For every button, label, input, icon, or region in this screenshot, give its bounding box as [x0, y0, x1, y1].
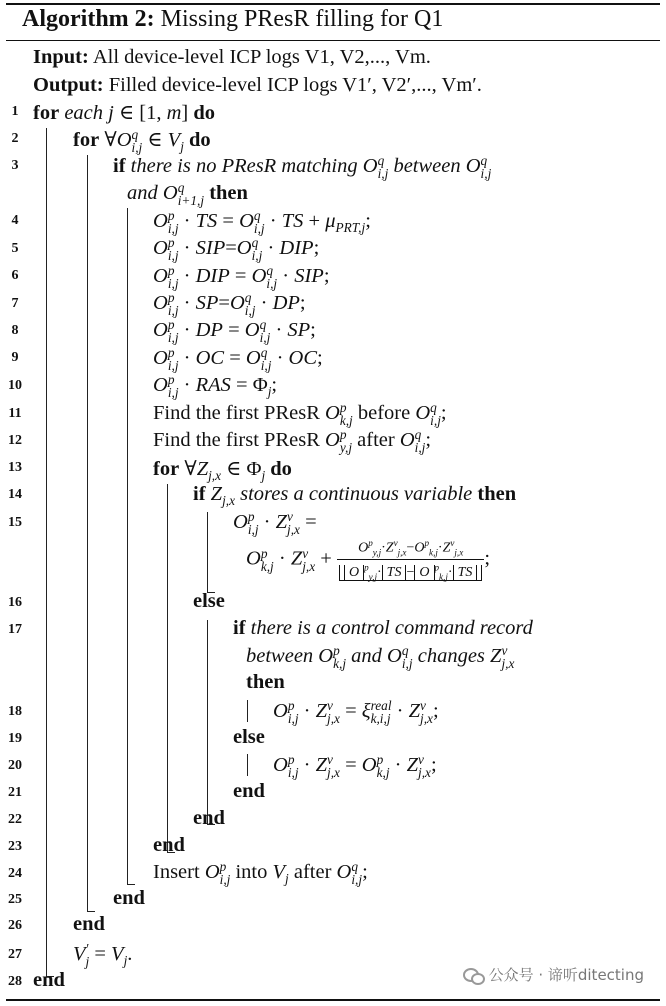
line-11: Find the first PResR O p k,j before O q i,j ; [153, 400, 447, 429]
line-23 [153, 834, 185, 857]
bottom-rule [6, 999, 660, 1001]
text: Find the first PResR [153, 429, 320, 452]
line-6: O p i,j · DIP = O q i,j · SIP; [153, 263, 330, 292]
line-number: 15 [8, 515, 22, 530]
text: after [293, 861, 332, 884]
indent-bar-else2 [247, 754, 248, 776]
output-label: Output: [33, 74, 104, 96]
indent-tick [87, 911, 95, 912]
line-10: O p i,j · RAS = $\Phi_j$; [153, 372, 278, 401]
line-number: 16 [8, 595, 22, 610]
line-25 [113, 887, 145, 910]
line-7: O p i,j · SP=O q i,j · DP; [153, 290, 306, 319]
line-24: Insert O p i,j into $V_j$ after O q i,j ; [153, 859, 368, 888]
keyword: if [113, 155, 126, 178]
keyword: do [189, 129, 211, 151]
line-8: O p i,j · DP = O q i,j · SP; [153, 317, 316, 346]
keyword: do [193, 102, 216, 124]
text: after [357, 429, 395, 452]
line-number: 17 [8, 622, 22, 637]
line-number: 24 [8, 866, 22, 881]
keyword: end [153, 834, 185, 856]
keyword: end [33, 969, 65, 991]
output-line [33, 74, 482, 97]
line-14: if $Z_{j,x}$ stores a continuous variable then [193, 483, 517, 509]
line-3: if there is no PResR matching O q i,j between O q i,j [113, 153, 492, 182]
line-number: 28 [8, 974, 22, 989]
text: and [351, 645, 382, 668]
line-number: 25 [8, 892, 22, 907]
keyword: if [193, 483, 206, 505]
indent-bar-if-cont [207, 512, 208, 592]
indent-bar-for-j [46, 128, 47, 976]
line-number: 26 [8, 918, 22, 933]
keyword: then [477, 483, 517, 505]
keyword: for [73, 129, 100, 151]
line-number: 4 [11, 213, 19, 228]
indent-bar-else [207, 620, 208, 824]
indent-bar-for-z [167, 484, 168, 852]
text: changes [417, 645, 485, 668]
line-17 [233, 617, 533, 640]
keyword: then [209, 182, 248, 205]
keyword: end [233, 780, 265, 802]
keyword: end [73, 913, 105, 935]
text: between [246, 645, 314, 668]
line-12: Find the first PResR O p y,j after O q i,j ; [153, 427, 432, 456]
indent-tick [127, 884, 135, 885]
line-19 [233, 726, 265, 749]
text: Find the first PResR [153, 402, 320, 425]
line-number: 12 [8, 433, 22, 448]
line-13: for $\forall Z_{j,x}$ ∈ $\Phi_j$ do [153, 458, 292, 484]
keyword: if [233, 617, 246, 639]
line-number: 19 [8, 731, 22, 746]
line-number: 13 [8, 460, 22, 475]
keyword: end [193, 807, 225, 829]
line-5: O p i,j · SIP=O q i,j · DIP; [153, 235, 320, 264]
line-9: O p i,j · OC = O q i,j · OC; [153, 345, 323, 374]
indent-bar-for-o [87, 155, 88, 912]
text: into [235, 861, 268, 884]
algorithm-label: Algorithm 2: [22, 6, 155, 32]
input-label: Input: [33, 46, 89, 68]
line-number: 1 [11, 104, 19, 119]
line-20: O p i,j · Z v j,x = O p k,j · Z v j,x ; [273, 752, 437, 781]
watermark [463, 964, 644, 985]
algorithm-title [22, 6, 443, 33]
line-2: for ∀O q i,j ∈ $V_j$ do [73, 126, 211, 156]
text: there is a control command record [250, 617, 533, 639]
keyword: do [270, 458, 292, 480]
indent-bar-if [127, 208, 128, 884]
title-rule [6, 40, 660, 41]
text: Insert [153, 861, 200, 884]
line-number: 7 [11, 296, 19, 311]
keyword: else [193, 590, 225, 612]
line-26 [73, 913, 105, 936]
line-28 [33, 969, 65, 992]
line-number: 3 [11, 158, 19, 173]
line-15-formula: O p k,j · Z v j,x + $\frac{O^p_{y,j}\cdot Z^v_{j,x}-O^p_{k,j}\cdot Z^v_{j,x}}{O ^p_{y,j}\cdot TS - O ^p_{k,j}\cdot TS}$ ; [246, 538, 491, 582]
line-number: 20 [8, 758, 22, 773]
text: before [357, 402, 411, 425]
line-17-then [246, 671, 285, 694]
line-number: 14 [8, 487, 22, 502]
algorithm-title-text: Missing PResR filling for Q1 [160, 6, 444, 32]
line-17-cont: between O p k,j and O q i,j changes Z v j,x [246, 643, 515, 672]
line-22 [193, 807, 225, 830]
line-27: V ′ j = $V_j$. [73, 941, 133, 970]
line-number: 9 [11, 350, 19, 365]
line-number: 11 [8, 406, 22, 421]
line-number: 5 [11, 241, 19, 256]
fraction: $\frac{O^p_{y,j}\cdot Z^v_{j,x}-O^p_{k,j}\cdot Z^v_{j,x}}{O ^p_{y,j}\cdot TS - O ^p_{k,j}\cdot TS}$ [337, 538, 484, 582]
line-16 [193, 590, 225, 613]
line-number: 21 [8, 785, 22, 800]
wechat-icon [463, 966, 483, 984]
line-4: O p i,j · TS = O q i,j · TS + $\mu_{PRT,j}$; [153, 208, 371, 237]
input-line [33, 46, 431, 69]
keyword: then [246, 671, 285, 693]
top-rule [6, 3, 660, 5]
line-number: 2 [11, 131, 19, 146]
indent-bar-then [247, 700, 248, 722]
line-number: 18 [8, 704, 22, 719]
keyword: else [233, 726, 265, 748]
line-number: 22 [8, 812, 22, 827]
keyword: end [113, 887, 145, 909]
keyword: for [153, 458, 180, 480]
line-number: 10 [8, 378, 22, 393]
line-15: O p i,j · Z v j,x = [233, 509, 317, 538]
line-number: 27 [8, 947, 22, 962]
keyword: for [33, 102, 60, 124]
line-number: 8 [11, 323, 19, 338]
line-21 [233, 780, 265, 803]
watermark-text: 公众号 · 谛听ditecting [488, 966, 644, 984]
line-1: for each j ∈ [1, m] do [33, 102, 216, 124]
line-18: O p i,j · Z v j,x = ξ real k,i,j · Z v j,x ; [273, 698, 439, 727]
line-number: 6 [11, 268, 19, 283]
line-3-cont: and O q i+1,j then [127, 180, 248, 209]
line-number: 23 [8, 839, 22, 854]
input-text: All device-level ICP logs V1, V2,..., Vm. [92, 46, 431, 68]
output-text: Filled device-level ICP logs V1′, V2′,..., Vm′. [108, 74, 482, 96]
